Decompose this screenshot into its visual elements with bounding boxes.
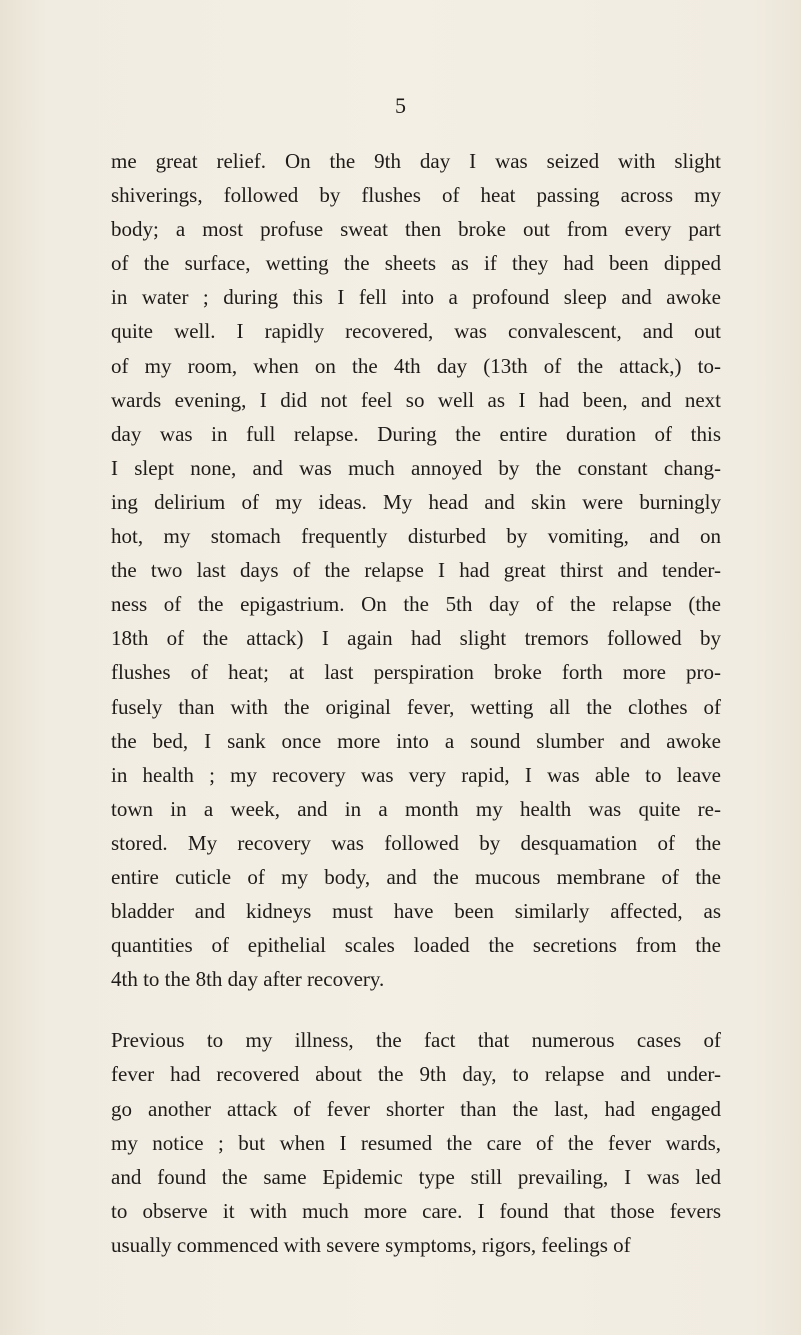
body-text [111, 144, 721, 1262]
text-line: fusely than with the original fever, wetting all the clothes of [111, 694, 721, 719]
text-line: me great relief. On the 9th day I was seized with slight [111, 149, 721, 173]
text-line: I slept none, and was much annoyed by the constant chang- [111, 455, 721, 480]
text-line: to observe it with much more care. I found that those fevers [111, 1198, 721, 1223]
text-line: ing delirium of my ideas. My head and skin were burningly [111, 489, 721, 514]
text-line: usually commenced with severe symptoms, rigors, feelings of [111, 1232, 631, 1257]
text-line: fever had recovered about the 9th day, to relapse and under- [111, 1062, 721, 1087]
text-line: day was in full relapse. During the entire duration of this [111, 421, 721, 446]
text-line: flushes of heat; at last perspiration broke forth more pro- [111, 660, 721, 685]
text-line: stored. My recovery was followed by desquamation of the [111, 830, 721, 855]
text-line: and found the same Epidemic type still prevailing, I was led [111, 1164, 721, 1189]
text-line: the bed, I sank once more into a sound slumber and awoke [111, 728, 721, 753]
text-line: 4th to the 8th day after recovery. [111, 967, 385, 992]
text-line: in health ; my recovery was very rapid, I was able to leave [111, 762, 721, 787]
text-line: go another attack of fever shorter than the last, had engaged [111, 1096, 721, 1121]
text-line: quantities of epithelial scales loaded the secretions from the [111, 933, 721, 958]
paragraph [111, 1023, 721, 1262]
text-line: the two last days of the relapse I had great thirst and tender- [111, 558, 721, 583]
paragraph [111, 144, 721, 996]
text-line: quite well. I rapidly recovered, was convalescent, and out [111, 319, 721, 344]
text-line: wards evening, I did not feel so well as I had been, and next [111, 387, 721, 412]
text-line: Previous to my illness, the fact that numerous cases of [111, 1028, 721, 1053]
text-line: ness of the epigastrium. On the 5th day of the relapse (the [111, 592, 721, 617]
text-line: 18th of the attack) I again had slight tremors followed by [111, 626, 721, 651]
text-line: bladder and kidneys must have been similarly affected, as [111, 899, 721, 924]
text-line: my notice ; but when I resumed the care of the fever wards, [111, 1130, 721, 1155]
text-line: of my room, when on the 4th day (13th of the attack,) to- [111, 353, 721, 378]
text-line: hot, my stomach frequently disturbed by vomiting, and on [111, 524, 721, 549]
text-line: shiverings, followed by flushes of heat passing across my [111, 183, 721, 208]
text-line: of the surface, wetting the sheets as if they had been dipped [111, 251, 721, 276]
text-line: entire cuticle of my body, and the mucous membrane of the [111, 864, 721, 889]
text-line: body; a most profuse sweat then broke out from every part [111, 217, 721, 242]
text-line: in water ; during this I fell into a profound sleep and awoke [111, 285, 721, 310]
page-number: 5 [395, 93, 406, 118]
text-line: town in a week, and in a month my health was quite re- [111, 796, 721, 821]
paragraph-gap [111, 996, 721, 1023]
